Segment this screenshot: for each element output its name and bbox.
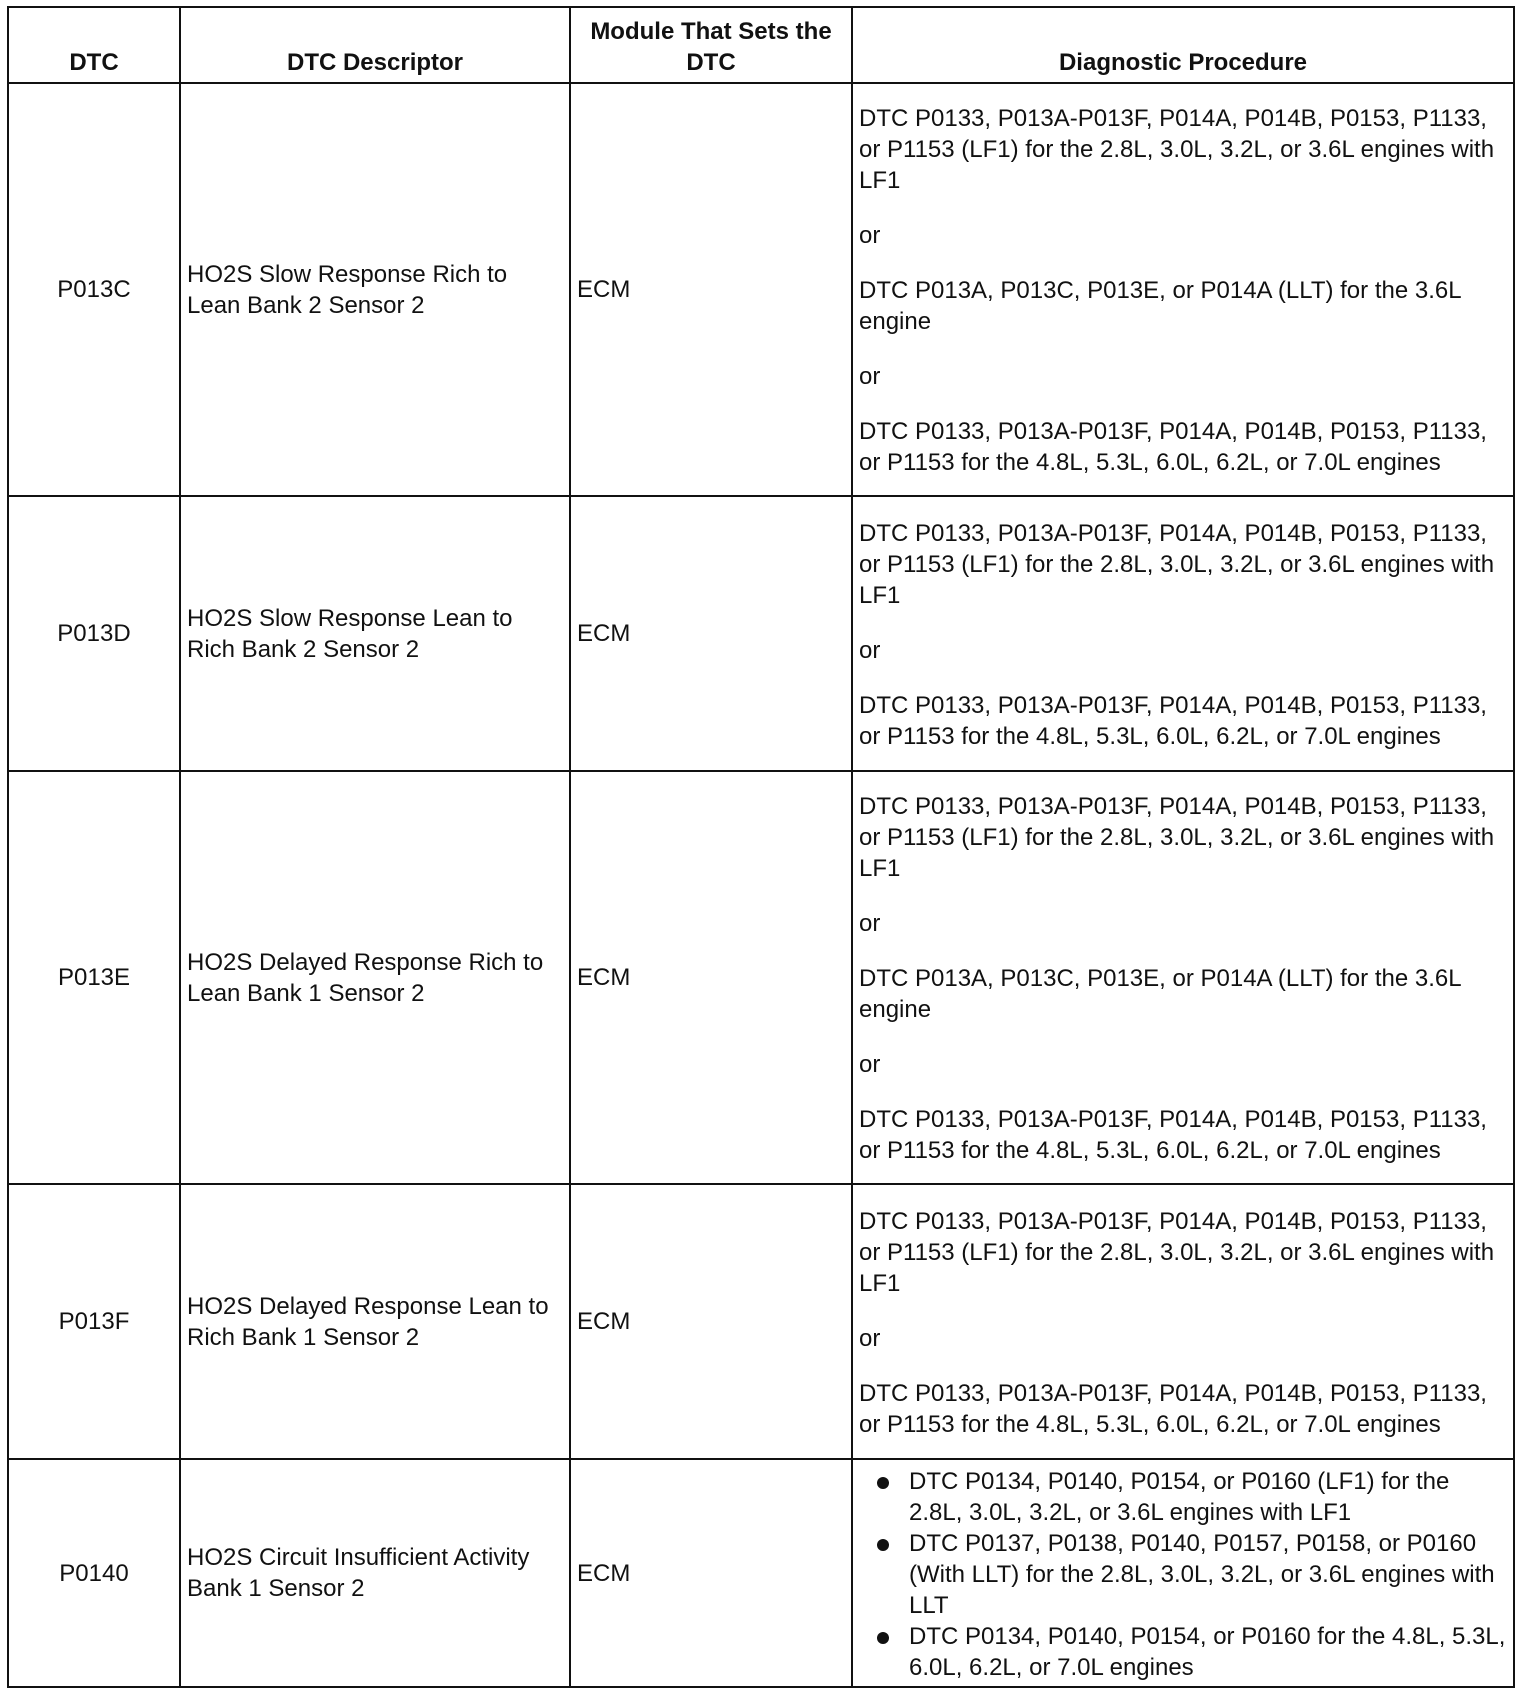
module: ECM <box>570 496 852 771</box>
header-dtc: DTC <box>8 7 180 83</box>
procedure-bullet-list <box>859 1466 1507 1683</box>
module: ECM <box>570 1459 852 1687</box>
procedure-bullet-link[interactable]: DTC P0137, P0138, P0140, P0157, P0158, or P0160 (With LLT) for the 2.8L, 3.0L, 3.2L, or 3.6L engines with LLT <box>909 1528 1507 1621</box>
dtc-descriptor: HO2S Slow Response Lean to Rich Bank 2 Sensor 2 <box>180 496 570 771</box>
procedure-separator: or <box>859 1324 881 1352</box>
module: ECM <box>570 83 852 496</box>
procedure-link[interactable]: DTC P0133, P013A-P013F, P014A, P014B, P0153, P1133, or P1153 for the 4.8L, 5.3L, 6.0L, 6.2L, or 7.0L engines <box>859 691 1487 750</box>
table-row <box>8 771 1514 1184</box>
diagnostic-procedure <box>852 1459 1514 1687</box>
procedure-separator: or <box>859 1051 881 1078</box>
table-row <box>8 83 1514 496</box>
procedure-separator: or <box>859 363 881 390</box>
dtc-code: P013E <box>8 771 180 1184</box>
header-module: Module That Sets the DTC <box>570 7 852 83</box>
dtc-code: P013F <box>8 1184 180 1459</box>
module: ECM <box>570 1184 852 1459</box>
table-row <box>8 1184 1514 1459</box>
dtc-descriptor: HO2S Slow Response Rich to Lean Bank 2 Sensor 2 <box>180 83 570 496</box>
procedure-link[interactable]: DTC P0133, P013A-P013F, P014A, P014B, P0153, P1133, or P1153 (LF1) for the 2.8L, 3.0L, 3.2L, or 3.6L engines with LF1 <box>859 519 1495 609</box>
dtc-table <box>7 6 1515 1688</box>
diagnostic-procedure <box>852 771 1514 1184</box>
procedure-link[interactable]: DTC P013A, P013C, P013E, or P014A (LLT) for the 3.6L engine <box>859 277 1461 335</box>
procedure-link[interactable]: DTC P0133, P013A-P013F, P014A, P014B, P0153, P1133, or P1153 (LF1) for the 2.8L, 3.0L, 3.2L, or 3.6L engines with LF1 <box>859 1207 1495 1297</box>
diagnostic-procedure <box>852 83 1514 496</box>
table-row <box>8 496 1514 771</box>
module: ECM <box>570 771 852 1184</box>
procedure-link[interactable]: DTC P0133, P013A-P013F, P014A, P014B, P0153, P1133, or P1153 for the 4.8L, 5.3L, 6.0L, 6.2L, or 7.0L engines <box>859 1106 1487 1164</box>
procedure-link[interactable]: DTC P0133, P013A-P013F, P014A, P014B, P0153, P1133, or P1153 for the 4.8L, 5.3L, 6.0L, 6.2L, or 7.0L engines <box>859 418 1487 476</box>
header-row <box>8 7 1514 83</box>
procedure-link[interactable]: DTC P0133, P013A-P013F, P014A, P014B, P0153, P1133, or P1153 (LF1) for the 2.8L, 3.0L, 3.2L, or 3.6L engines with LF1 <box>859 793 1495 882</box>
dtc-descriptor: HO2S Delayed Response Rich to Lean Bank 1 Sensor 2 <box>180 771 570 1184</box>
dtc-descriptor: HO2S Circuit Insufficient Activity Bank 1 Sensor 2 <box>180 1459 570 1687</box>
procedure-link[interactable]: DTC P0133, P013A-P013F, P014A, P014B, P0153, P1133, or P1153 for the 4.8L, 5.3L, 6.0L, 6.2L, or 7.0L engines <box>859 1379 1487 1438</box>
diagnostic-procedure <box>852 496 1514 771</box>
dtc-code: P013D <box>8 496 180 771</box>
header-descriptor: DTC Descriptor <box>180 7 570 83</box>
procedure-bullet-link[interactable]: DTC P0134, P0140, P0154, or P0160 (LF1) for the 2.8L, 3.0L, 3.2L, or 3.6L engines with LF1 <box>909 1466 1507 1528</box>
procedure-link[interactable]: DTC P013A, P013C, P013E, or P014A (LLT) for the 3.6L engine <box>859 965 1461 1023</box>
procedure-separator: or <box>859 636 881 664</box>
dtc-code: P013C <box>8 83 180 496</box>
dtc-descriptor: HO2S Delayed Response Lean to Rich Bank 1 Sensor 2 <box>180 1184 570 1459</box>
header-procedure: Diagnostic Procedure <box>852 7 1514 83</box>
procedure-separator: or <box>859 222 881 249</box>
diagnostic-procedure <box>852 1184 1514 1459</box>
table-row <box>8 1459 1514 1687</box>
procedure-bullet-link[interactable]: DTC P0134, P0140, P0154, or P0160 for the 4.8L, 5.3L, 6.0L, 6.2L, or 7.0L engines <box>909 1622 1506 1681</box>
procedure-separator: or <box>859 910 881 937</box>
procedure-link[interactable]: DTC P0133, P013A-P013F, P014A, P014B, P0153, P1133, or P1153 (LF1) for the 2.8L, 3.0L, 3.2L, or 3.6L engines with LF1 <box>859 105 1495 194</box>
dtc-code: P0140 <box>8 1459 180 1687</box>
